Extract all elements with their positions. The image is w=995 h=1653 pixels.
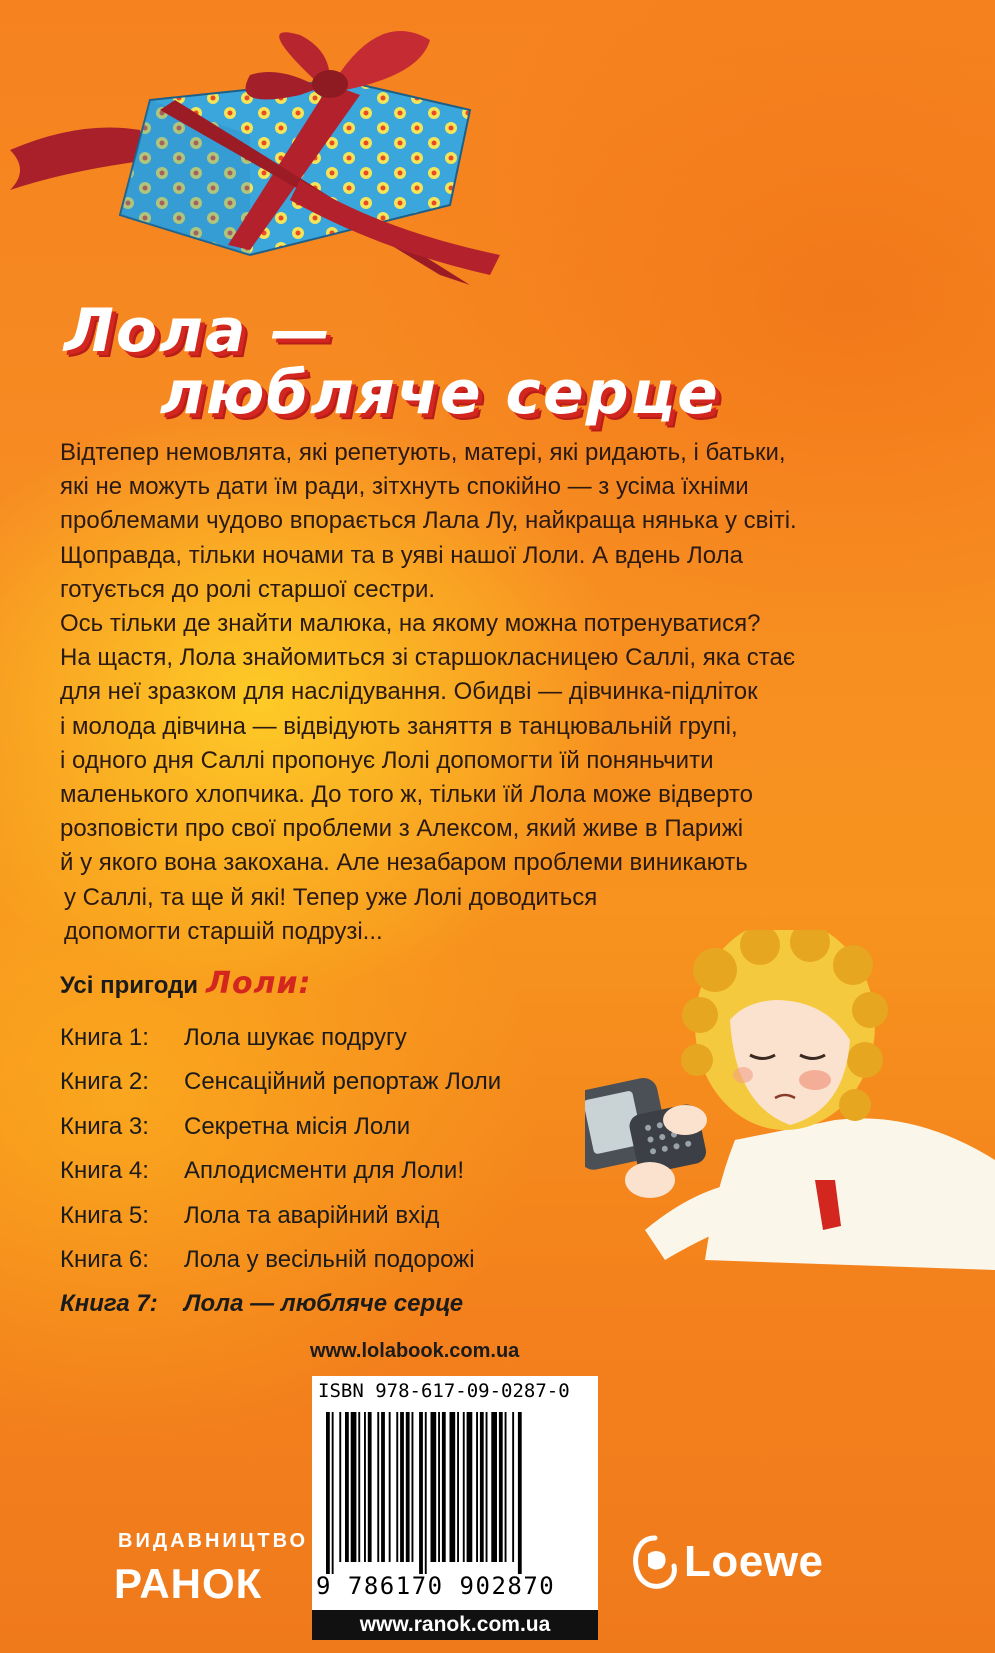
barcode-bar (339, 1412, 341, 1562)
barcode-area (312, 1376, 598, 1610)
description-line: і одного дня Саллі пропонує Лолі допомогти їй поняньчити (60, 746, 714, 774)
barcode-bar (518, 1412, 522, 1574)
book-item (60, 1105, 501, 1149)
book-number: Книга 4: (60, 1157, 149, 1185)
description-line: допомогти старшій подрузі... (64, 917, 383, 945)
barcode-bar (512, 1412, 514, 1562)
barcode-bar (377, 1412, 379, 1562)
book-item (60, 1238, 501, 1282)
publisher-website: www.ranok.com.ua (312, 1610, 598, 1640)
book-list (60, 1016, 501, 1327)
series-heading (60, 966, 312, 1001)
book-number: Книга 7: (60, 1290, 158, 1318)
description-line: готується до ролі старшої сестри. (60, 575, 436, 603)
description-line: Ось тільки де знайти малюка, на якому можна потренуватися? (60, 610, 761, 638)
lolabook-website: www.lolabook.com.ua (310, 1340, 520, 1362)
barcode-bar (476, 1412, 478, 1562)
barcode-bar (425, 1412, 427, 1574)
book-number: Книга 6: (60, 1245, 149, 1273)
barcode-bar (364, 1412, 366, 1562)
book-item (60, 1060, 501, 1104)
book-title: Сенсаційний репортаж Лоли (184, 1068, 502, 1096)
book-item (60, 1149, 501, 1193)
barcode-bar (326, 1412, 330, 1574)
barcode-bar (406, 1412, 410, 1562)
isbn-label: ISBN 978-617-09-0287-0 (318, 1380, 570, 1402)
description-line: і молода дівчина — відвідують заняття в танцювальній групі, (60, 712, 738, 740)
barcode-bar (389, 1412, 391, 1562)
book-number: Книга 2: (60, 1068, 149, 1096)
barcode-bar (499, 1412, 503, 1562)
barcode-bar (438, 1412, 440, 1562)
loewe-lion-icon (630, 1534, 680, 1590)
description-line: розповісти про свої проблеми з Алексом, який живе в Парижі (60, 815, 744, 843)
barcode-bar (351, 1412, 357, 1562)
barcode (326, 1412, 584, 1574)
description-line: й у якого вона закохана. Але незабаром проблеми виникають (60, 849, 748, 877)
book-title: Лола — любляче серце (184, 1290, 464, 1318)
barcode-bar (450, 1412, 456, 1562)
barcode-bar (431, 1412, 437, 1562)
book-description (60, 436, 960, 949)
book-number: Книга 5: (60, 1201, 149, 1229)
book-title: Лола та аварійний вхід (184, 1201, 440, 1229)
book-title: Секретна місія Лоли (184, 1112, 411, 1140)
book-number: Книга 1: (60, 1024, 149, 1051)
barcode-bar (358, 1412, 360, 1562)
barcode-bar (486, 1412, 488, 1562)
description-line: у Саллі, та ще й які! Тепер уже Лолі доводиться (64, 883, 598, 911)
loewe-logo (630, 1532, 823, 1592)
barcode-bar (457, 1412, 459, 1562)
series-heading-text: Усі пригоди (60, 972, 199, 999)
loewe-wordmark: Loewe (684, 1537, 824, 1586)
barcode-number: 9 786170 902870 (316, 1572, 556, 1600)
publisher-label: ВИДАВНИЦТВО (118, 1530, 309, 1552)
gift-box-illustration (0, 0, 520, 300)
barcode-bar (480, 1412, 484, 1562)
barcode-bar (467, 1412, 473, 1562)
barcode-bar (381, 1412, 385, 1562)
barcode-bar (505, 1412, 507, 1562)
barcode-bar (442, 1412, 446, 1562)
description-line: Щоправда, тільки ночами та в уяві нашої Лоли. А вдень Лола (60, 541, 743, 569)
series-name: Лоли: (206, 966, 312, 1001)
book-title: Лола шукає подругу (184, 1024, 407, 1051)
barcode-bar (412, 1412, 414, 1562)
book-item-current (60, 1282, 501, 1326)
description-line: для неї зразком для наслідування. Обидві — дівчинка-підліток (60, 678, 758, 706)
book-title-line-1: Лола — (64, 296, 333, 366)
publisher-name: РАНОК (114, 1560, 263, 1607)
description-line: маленького хлопчика. До того ж, тільки їй Лола може відверто (60, 781, 753, 809)
barcode-bar (400, 1412, 404, 1562)
book-title: Аплодисменти для Лоли! (184, 1157, 464, 1185)
barcode-bar (419, 1412, 423, 1574)
barcode-bar (332, 1412, 334, 1574)
book-title-line-2: любляче серце (160, 358, 720, 428)
barcode-bar (396, 1412, 398, 1562)
description-line: Відтепер немовлята, які репетують, матері, які ридають, і батьки, (60, 439, 786, 466)
description-line: На щастя, Лола знайомиться зі старшокласницею Саллі, яка стає (60, 644, 796, 672)
book-item (60, 1194, 501, 1238)
barcode-bar (463, 1412, 465, 1562)
book-number: Книга 3: (60, 1112, 149, 1140)
book-title: Лола у весільній подорожі (184, 1245, 475, 1273)
description-line: які не можуть дати їм ради, зітхнуть спокійно — з усіма їхніми (60, 473, 749, 501)
barcode-bar (345, 1412, 349, 1562)
girl-with-phone-illustration (585, 930, 995, 1290)
barcode-bar (368, 1412, 372, 1562)
description-line: проблемами чудово впорається Лала Лу, найкраща нянька у світі. (60, 507, 797, 535)
barcode-bar (491, 1412, 497, 1562)
book-item (60, 1016, 501, 1060)
